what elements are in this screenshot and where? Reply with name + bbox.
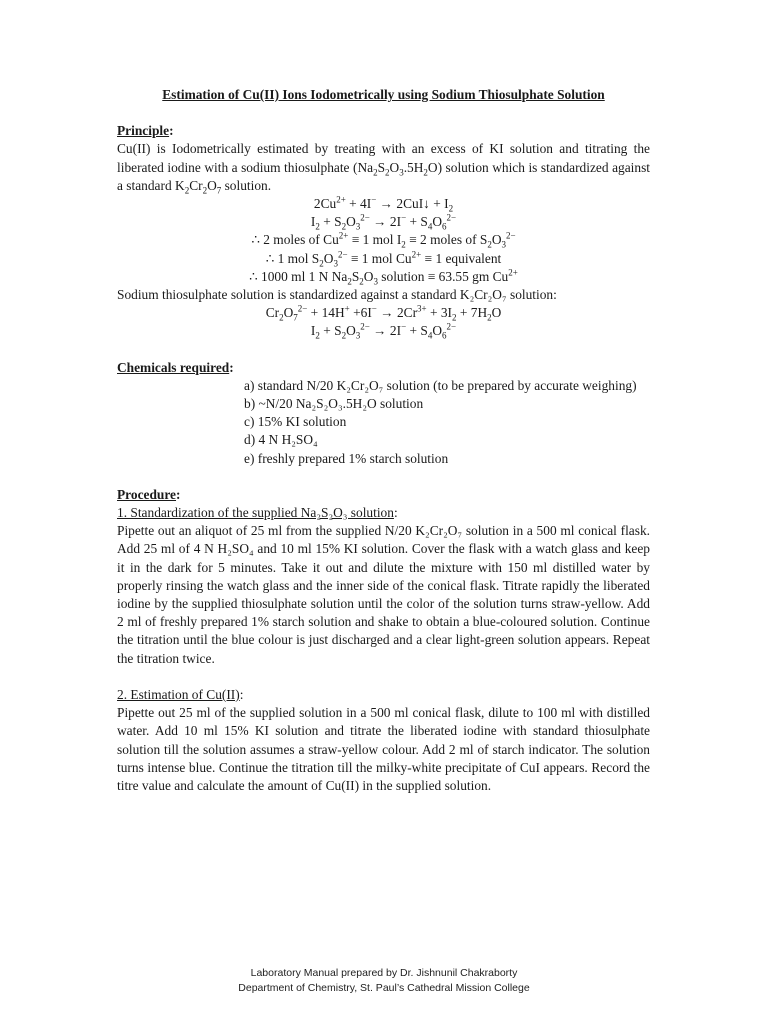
principle-heading: Principle [117, 123, 170, 139]
principle-section [117, 122, 650, 340]
page-footer [0, 966, 768, 996]
procedure-heading-line: Procedure: [117, 486, 181, 502]
chemical-item-e: e) freshly prepared 1% starch solution [244, 450, 449, 466]
chemical-item-a: a) standard N/20 K₂Cr₂O₇ solution (to be prepared by accurate weighing) [244, 377, 637, 393]
equation-cu-iodide: $2Cu^{2+} + 4I^-$ → 2CuI↓ + $I_2$ [313, 194, 454, 214]
footer-department: Department of Chemistry, St. Paul’s Cathedral Mission College [238, 982, 530, 994]
chemicals-section [117, 359, 650, 468]
relation-mass: ∴ 1000 ml 1 N $Na_2S_2O_3$ solution ≡ 63.55 gm $Cu^{2+}$ [249, 267, 518, 287]
chemicals-heading: Chemicals required [117, 359, 230, 375]
standardization-line: Sodium thiosulphate solution is standardized against a standard K₂Cr₂O₇ solution: [117, 287, 557, 303]
step2-text: Pipette out 25 ml of the supplied solution in a 500 ml conical flask, dilute to 100 ml with distilled water. Add 10 ml 15% KI solution and titrate the liberated iodine with standard thiosulphate solution till the solution assumes a straw-yellow colour. Add 2 ml of starch indicator. The solution turns intense blue. Continue the titration till the milky-white precipitate of CuI appears. Record the titre value and calculate the amount of Cu(II) in the supplied solution. [117, 705, 650, 793]
relation-moles: ∴ 2 moles of $Cu^{2+} \equiv 1$ mol $I_2 \equiv 2$ moles of $S_2O_3^{2-}$ [251, 230, 516, 251]
footer-author: Laboratory Manual prepared by Dr. Jishnunil Chakraborty [250, 967, 518, 979]
relation-equivalent: ∴ 1 mol $S_2O_3^{2-} \equiv 1$ mol $Cu^{2+} \equiv 1$ equivalent [265, 249, 502, 269]
chemical-item-d: d) 4 N H₂SO₄ [244, 432, 318, 448]
document-body [117, 86, 650, 795]
step1-text: Pipette out an aliquot of 25 ml from the supplied N/20 K₂Cr₂O₇ solution in a 500 ml conical flask. Add 25 ml of 4 N H₂SO₄ and 10 ml 15% KI solution. Cover the flask with a watch glass and keep it in the dark for 5 minutes. Take it out and dilute the mixture with 150 ml distilled water by properly rinsing the watch glass and the inner side of the conical flask. Titrate rapidly the liberated iodine by the supplied thiosulphate solution until the color of the solution turns straw-yellow. Add 2 ml of freshly prepared 1% starch solution and shake to obtain a blue-coloured solution. Continue the titration until the blue colour is just discharged and a clear light-green solution appears. Repeat the titration twice. [117, 523, 650, 666]
equation-dichromate: $Cr_2O_7^{2-} + 14H^+ +6I^- \to 2Cr^{3+} + 3I_2 + 7H_2O$ [265, 303, 502, 323]
step1-title: 1. Standardization of the supplied Na₂S₂O₃ solution [117, 505, 394, 521]
chemicals-heading-line: Chemicals required: [117, 359, 234, 375]
procedure-heading: Procedure [117, 486, 177, 502]
chemical-item-c: c) 15% KI solution [244, 414, 347, 430]
procedure-section [117, 486, 650, 795]
step2-heading-line: 2. Estimation of Cu(II): [117, 686, 244, 702]
equation-iodine-thiosulphate-2: $I_2 + S_2O_3^{2-} \to 2I^- + S_4O_6^{2-}$ [310, 321, 457, 342]
step1-heading-line: 1. Standardization of the supplied Na₂S₂O₃ solution: [117, 505, 398, 521]
chemical-item-b: b) ~N/20 Na₂S₂O₃.5H₂O solution [244, 396, 424, 412]
document-title: Estimation of Cu(II) Ions Iodometrically using Sodium Thiosulphate Solution [162, 87, 605, 102]
equation-iodine-thiosulphate: $I_2 + S_2O_3^{2-} \to 2I^- + S_4O_6^{2-}$ [310, 212, 457, 232]
principle-heading-line: Principle: [117, 123, 174, 139]
chemicals-list [244, 377, 650, 468]
step2-title: 2. Estimation of Cu(II) [117, 686, 240, 702]
principle-intro: Cu(II) is Iodometrically estimated by treating with an excess of KI solution and titrating the liberated iodine with a sodium thiosulphate $(Na_2S_2O_3.5H_2O)$ solution which is standardized against a standard $K_2Cr_2O_7$ solution. [117, 141, 650, 196]
